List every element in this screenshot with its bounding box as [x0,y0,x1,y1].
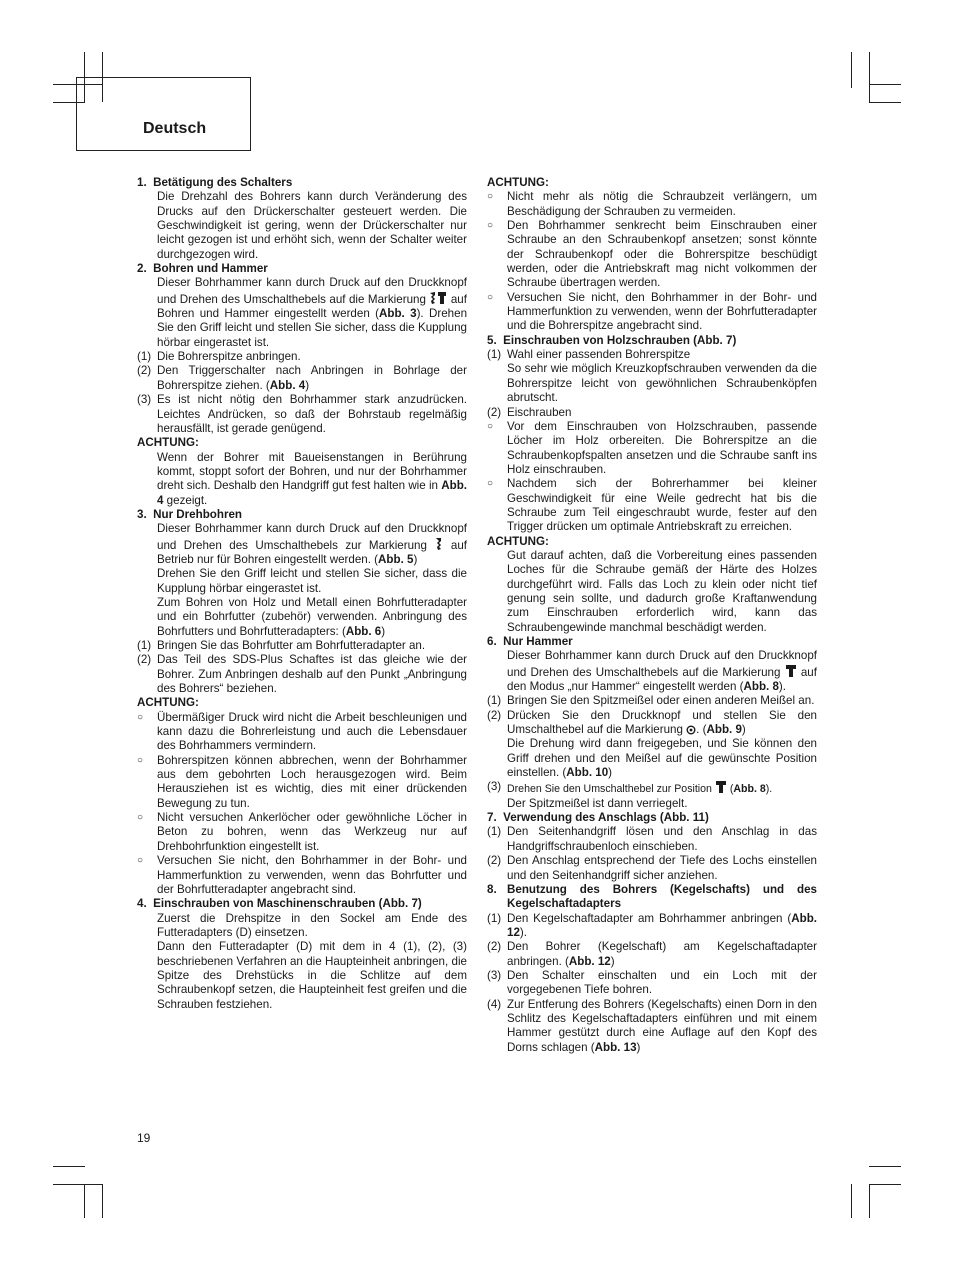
bullet-circle-icon: ○ [137,754,144,766]
hammer-mark-icon [785,664,797,678]
list-item: (3) Drehen Sie den Umschalthebel zur Position (Abb. 8). Der Spitzmeißel ist dann verriegelt. [487,780,773,810]
section-title: 8. Benutzung des Bohrers (Kegelschafts) und des Kegelschaftadapters [487,882,817,911]
list-item: (2) Den Anschlag entsprechend der Tiefe des Lochs einstellen und den Seitenhandgriff sicher anziehen. [487,854,817,882]
caution-heading: ACHTUNG: [487,534,549,548]
neutral-mark-icon [686,725,696,735]
section-title: 4. Einschrauben von Maschinenschrauben (Abb. 7) [137,897,422,911]
paragraph: Zuerst die Drehspitze in den Sockel am Ende des Futteradapters (D) einsetzen. [157,911,467,939]
hammer-mark-icon [715,780,727,794]
paragraph: Dann den Futteradapter (D) mit dem in 4 (1), (2), (3) beschriebenen Verfahren an die Haupteinheit anbringen, die Spitze des Drehstücks in die Schlitze auf dem Schraubenkopf setzen, die Haupteinheit fest greifen und die Schrauben festziehen. [157,940,467,1011]
list-item: (3) Es ist nicht nötig den Bohrhammer stark anzudrücken. Leichtes Andrücken, so daß der Bohrstaub regelmäßig herausfällt, ist gerade genügend. [137,393,467,435]
list-item: (2) Den Bohrer (Kegelschaft) am Kegelschaftadapter anbringen. (Abb. 12) [487,940,817,968]
bullet-item: ○ Bohrerspitzen können abbrechen, wenn der Bohrhammer aus dem gebohrten Loch herausgezogen wird. Beim Herausziehen ist es wichtig, dies mit einer drückenden Bewegung zu tun. [137,753,467,810]
bullet-item: ○ Nachdem sich der Bohrerhammer bei kleiner Geschwindigkeit für eine Weile gedrecht hat bis die Schraube zum Teil eingeschraubt wurde, fester auf den Trigger drücken um optimale Antriebskraft zu erreichen. [487,477,817,534]
bullet-circle-icon: ○ [137,711,144,723]
crop-mark [869,52,870,102]
drill-hammer-mark-icon [429,291,447,305]
list-item: (4) Zur Entferung des Bohrers (Kegelschafts) einen Dorn in den Schlitz des Kegelschaftadapters einführen und mit einem Hammer gestützt durch eine Auflage auf den Kopf des Dorns schlagen (Abb. 13) [487,997,817,1054]
section-title: 1. Betätigung des Schalters [137,176,293,189]
list-item: (2) Eischrauben [487,405,572,419]
caution-heading: ACHTUNG: [137,696,199,710]
bullet-item: ○ Den Bohrhammer senkrecht beim Einschrauben einer Schraube an den Schraubenkopf ansetzen; sonst könnte der Schraubenkopf oder die Bohrerspitze beschüdigt werden, oder die Antriebskraft mag nicht volkommen der Schraube übertragen werden. [487,219,817,290]
paragraph: Dieser Bohrhammer kann durch Druck auf den Druckknopf und Drehen des Umschalthebels zur Markierung auf Betrieb nur für Bohren eingestellt werden. (Abb. 5) [157,522,467,566]
section-title: 7. Verwendung des Anschlags (Abb. 11) [487,811,709,825]
crop-mark [851,52,852,88]
list-item: (2) Das Teil des SDS-Plus Schaftes ist das gleiche wie der Bohrer. Zum Anbringen deshalb auf den Punkt „Anbringung des Bohrers“ beziehen. [137,653,467,696]
caution-heading: ACHTUNG: [487,176,549,189]
bullet-circle-icon: ○ [487,478,494,490]
right-column [487,176,817,1055]
caution-heading: ACHTUNG: [137,436,199,450]
section-title: 5. Einschrauben von Holzschrauben (Abb. 7) [487,333,737,347]
bullet-circle-icon: ○ [137,812,144,824]
bullet-circle-icon: ○ [487,191,494,203]
list-item: (1) Wahl einer passenden Bohrerspitze [487,348,691,362]
bullet-item: ○ Übermäßiger Druck wird nicht die Arbeit beschleunigen und kann dazu die Bohrerleistung und auch die Lebensdauer des Bohrhammers vermindern. [137,710,467,753]
paragraph: Die Drehzahl des Bohrers kann durch Veränderung des Drucks auf den Drückerschalter gesteuert werden. Die Geschwindigkeit ist gering, wenn der Drückerschalter nur leicht gezogen ist und erhöht sich, wenn der Schalter weiter durchgezogen wird. [157,190,467,261]
paragraph: Gut darauf achten, daß die Vorbereitung eines passenden Loches für die Schraube gemäß der Härte des Holzes durchgeführt wird. Falls das Loch zu klein oder nicht tief genung sein sollte, und dadurch große Kraftanwendung zum Einschrauben erforderlich wird, kann das Schraubengewinde manchmal beschädigt werden. [507,548,817,634]
drill-only-mark-icon [434,537,443,551]
paragraph: Zum Bohren von Holz und Metall einen Bohrfutteradapter und ein Bohrfutter (zubehör) verwenden. Anbringung des Bohrfutters und Bohrfutteradapters: (Abb. 6) [157,595,467,638]
paragraph: Drehen Sie den Griff leicht und stellen Sie sicher, dass die Kupplung hörbar eingerastet ist. [157,567,467,595]
paragraph: Dieser Bohrhammer kann durch Druck auf den Druckknopf und Drehen des Umschalthebels auf die Markierung auf Bohren und Hammer eingestellt werden (Abb. 3). Drehen Sie den Griff leicht und stellen Sie sicher, dass die Kupplung hörbar eingerastet ist. [157,276,468,349]
left-column [137,176,467,1012]
language-label: Deutsch [143,120,207,137]
bullet-circle-icon: ○ [137,855,144,867]
crop-mark [869,84,901,85]
section-title: 6. Nur Hammer [487,635,573,648]
crop-mark [84,1184,85,1218]
bullet-item: ○ Nicht versuchen Ankerlöcher oder gewöhnliche Löcher in Beton zu bohren, wenn das Werkzeug nur auf Drehbohrfunktion eingestellt ist. [137,811,467,853]
paragraph: So sehr wie möglich Kreuzkopfschrauben verwenden da die Bohrerspitze leicht von gewöhnlichen Schraubenköpfen abrutscht. [507,362,817,405]
bullet-item: ○ Vor dem Einschrauben von Holzschrauben, passende Löcher im Holz orbereiten. Die Bohrerspitze an die Schraubenkopfspalten ansetzen und die Schraube sanft ins Holz einschrauben. [487,419,817,476]
language-label-box [76,77,251,151]
section-title: 2. Bohren und Hammer [137,262,268,276]
crop-mark [53,1184,103,1185]
list-item: (1) Die Bohrerspitze anbringen. [137,350,301,364]
paragraph: Dieser Bohrhammer kann durch Druck auf den Druckknopf und Drehen des Umschalthebels auf die Markierung auf den Modus „nur Hammer“ eingestellt werden (Abb. 8). [507,649,817,694]
bullet-circle-icon: ○ [487,291,494,303]
list-item: (2) Drücken Sie den Druckknopf und stellen Sie den Umschalthebel auf die Markierung . (Abb. 9) Die Drehung wird dann freigegeben, und Sie können den Griff drehen und den Meißel auf die gewünschte Position einstellen. (Abb. 10) [487,708,817,780]
list-item: (1) Bringen Sie das Bohrfutter am Bohrfutteradapter an. [137,639,426,652]
section-title: 3. Nur Drehbohren [137,507,243,521]
crop-mark [869,1184,901,1185]
crop-mark [53,1166,85,1167]
list-item: (3) Den Schalter einschalten und ein Loch mit der vorgegebenen Tiefe bohren. [487,968,817,997]
crop-mark [102,1184,103,1218]
crop-mark [869,1184,870,1218]
paragraph: Wenn der Bohrer mit Baueisenstangen in Berührung kommt, stoppt sofort der Bohren, und nur der Bohrhammer dreht sich. Deshalb den Handgriff gut fest halten wie in Abb. 4 gezeigt. [157,450,467,507]
bullet-item: ○ Versuchen Sie nicht, den Bohrhammer in der Bohr- und Hammerfunktion zu verwenden, wenn das Bohrfutter und der Bohrfutteradapter angebracht sind. [137,854,467,896]
bullet-circle-icon: ○ [487,420,494,432]
crop-mark [851,1184,852,1218]
bullet-circle-icon: ○ [487,220,494,232]
page-number: 19 [137,1131,151,1145]
list-item: (1) Den Seitenhandgriff lösen und den Anschlag in das Handgriffschraubenloch einschieben. [487,825,817,853]
crop-mark [869,1166,901,1167]
list-item: (2) Den Triggerschalter nach Anbringen in Bohrlage der Bohrerspitze ziehen. (Abb. 4) [137,364,467,392]
bullet-item: ○ Nicht mehr als nötig die Schraubzeit verlängern, um Beschädigung der Schrauben zu vermeiden. [487,190,817,218]
list-item: (1) Den Kegelschaftadapter am Bohrhammer anbringen (Abb. 12). [487,911,817,939]
bullet-item: ○ Versuchen Sie nicht, den Bohrhammer in der Bohr- und Hammerfunktion zu verwenden, wenn der Bohrfutteradapter und die Bohrerspitze angebracht sind. [487,290,817,333]
crop-mark [869,102,901,103]
list-item: (1) Bringen Sie den Spitzmeißel oder einen anderen Meißel an. [487,694,815,708]
